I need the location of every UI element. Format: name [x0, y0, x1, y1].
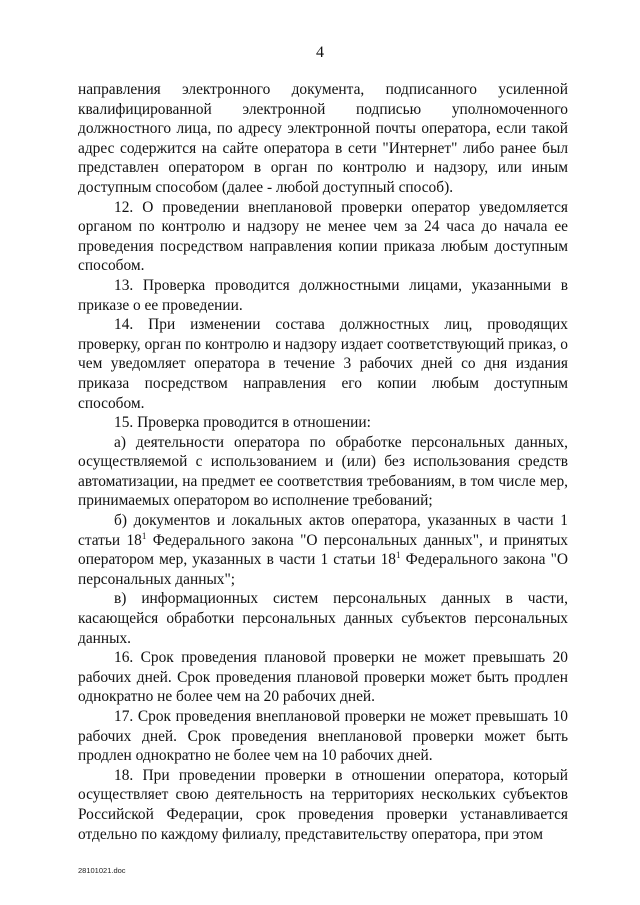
superscript-1-second: 1	[395, 550, 401, 561]
paragraph-15-b-part-3: Федерального закона "О персональных данных";	[78, 551, 568, 588]
paragraph-14: 14. При изменении состава должностных лиц, проводящих проверку, орган по контролю и надзору издает соответствующий приказ, о чем уведомляет оператора в течение 3 рабочих дней со дня издания приказа посредством направления его копии любым доступным способом.	[78, 316, 568, 412]
paragraph-13: 13. Проверка проводится должностными лицами, указанными в приказе о ее проведении.	[78, 276, 568, 314]
superscript-1: 1	[141, 530, 147, 541]
document-body	[78, 80, 568, 844]
paragraph-15: 15. Проверка проводится в отношении:	[114, 414, 371, 432]
paragraph-continuation: направления электронного документа, подписанного усиленной квалифицированной электронной подписью уполномоченного должностного лица, по адресу электронной почты оператора, если такой адрес содержится на сайте оператора в сети "Интернет" либо ранее был представлен оператором в орган по контролю и надзору, или иным доступным способом (далее - любой доступный способ).	[78, 81, 568, 196]
paragraph-12: 12. О проведении внеплановой проверки оператор уведомляется органом по контролю и надзору не менее чем за 24 часа до начала ее проведения посредством направления копии приказа любым доступным способом.	[78, 198, 568, 275]
paragraph-17: 17. Срок проведения внеплановой проверки не может превышать 10 рабочих дней. Срок проведения внеплановой проверки может быть продлен однократно не более чем на 10 рабочих дней.	[78, 708, 568, 765]
paragraph-15-b	[78, 511, 568, 589]
footer-filename: 28101021.doc	[78, 866, 126, 875]
paragraph-18: 18. При проведении проверки в отношении оператора, который осуществляет свою деятельность на территориях нескольких субъектов Российской Федерации, срок проведения проверки устанавливается отдельно по каждому филиалу, представительству оператора, при этом	[78, 766, 568, 843]
paragraph-15-a: а) деятельности оператора по обработке персональных данных, осуществляемой с использованием и (или) без использования средств автоматизации, на предмет ее соответствия требованиям, в том числе мер, принимаемых оператором во исполнение требований;	[78, 433, 568, 510]
paragraph-15-c: в) информационных систем персональных данных в части, касающейся обработки персональных данных субъектов персональных данных.	[78, 590, 568, 647]
page-number: 4	[316, 44, 324, 61]
paragraph-15-b-part-1: б) документов и локальных актов оператора, указанных в части 1 статьи 18	[78, 512, 568, 549]
paragraph-15-b-part-2: Федерального закона "О персональных данных", и принятых оператором мер, указанных в части 1 статьи 18	[78, 531, 568, 569]
paragraph-16: 16. Срок проведения плановой проверки не может превышать 20 рабочих дней. Срок проведения плановой проверки может быть продлен однократно не более чем на 20 рабочих дней.	[78, 649, 568, 706]
